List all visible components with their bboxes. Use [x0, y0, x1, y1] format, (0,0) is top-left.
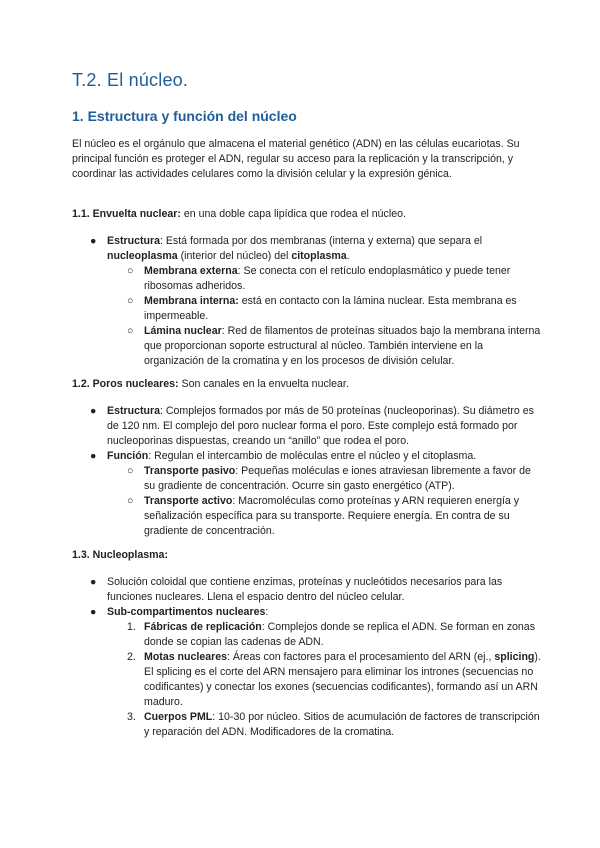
item-label: Membrana externa	[144, 265, 238, 277]
circle-bullet-icon: ○	[127, 495, 134, 507]
bullet-icon: ●	[90, 450, 97, 462]
poros-heading	[72, 377, 542, 392]
envuelta-label: 1.1. Envuelta nuclear:	[72, 208, 181, 220]
item-number: 2.	[127, 651, 136, 663]
item-text: : Se conecta con el retículo endoplasmático y puede tener ribosomas adheridos.	[144, 265, 511, 292]
list-item	[90, 605, 545, 740]
estructura-label: Estructura	[107, 235, 160, 247]
splicing-term: splicing	[494, 651, 535, 663]
item-label: Lámina nuclear	[144, 325, 222, 337]
item-text-2: ). El splicing es el corte del ARN mensajero para eliminar los intrones (secuencias no codificantes) y conectar los exones (secuencias codificantes), formando así un ARN maduro.	[144, 651, 541, 708]
bullet-icon: ●	[90, 405, 97, 417]
list-item	[107, 710, 545, 740]
item-label: Motas nucleares	[144, 651, 228, 663]
circle-bullet-icon: ○	[127, 295, 134, 307]
nucleoplasma-term: nucleoplasma	[107, 250, 178, 262]
item-number: 1.	[127, 621, 136, 633]
subcompartimentos-text: :	[265, 606, 269, 618]
item-label: Membrana interna:	[144, 295, 239, 307]
poros-list	[90, 404, 545, 539]
list-item	[90, 449, 545, 539]
list-item	[90, 404, 545, 449]
list-item	[90, 575, 545, 605]
item-text: : Red de filamentos de proteínas situados bajo la membrana interna que proporcionan soporte estructural al núcleo. También interviene en la organización de la cromatina y en los procesos de división celular.	[144, 325, 541, 367]
nucleoplasma-list	[90, 575, 545, 740]
section-heading: 1. Estructura y función del núcleo	[72, 108, 297, 124]
solucion-text: Solución coloidal que contiene enzimas, proteínas y nucleótidos necesarios para las funciones nucleares. Llena el espacio dentro del núcleo celular.	[107, 576, 503, 603]
poros-text: Son canales en la envuelta nuclear.	[178, 378, 349, 390]
item-text: : 10-30 por núcleo. Sitios de acumulación de factores de transcripción y reparación del ADN. Modificadores de la cromatina.	[144, 711, 540, 738]
transporte-list	[107, 464, 545, 539]
subcompartimentos-label: Sub-compartimentos nucleares	[107, 606, 266, 618]
membranas-list	[107, 264, 545, 369]
list-item	[107, 494, 545, 539]
item-number: 3.	[127, 711, 136, 723]
estructura-label: Estructura	[107, 405, 160, 417]
poros-label: 1.2. Poros nucleares:	[72, 378, 179, 390]
item-text: : Áreas con factores para el procesamiento del ARN (ej.,	[227, 651, 495, 663]
item-label: Transporte activo	[144, 495, 233, 507]
estructura-text: : Complejos formados por más de 50 proteínas (nucleoporinas). Su diámetro es de 120 nm. El complejo del poro nuclear forma el poro. Este complejo está formado por nucleoporinas dispuestas, creando un “anillo” que rodea el poro.	[107, 405, 534, 447]
estructura-text: : Está formada por dos membranas (interna y externa) que separa el	[159, 235, 483, 247]
list-item	[107, 264, 545, 294]
circle-bullet-icon: ○	[127, 265, 134, 277]
funcion-text: : Regulan el intercambio de moléculas entre el núcleo y el citoplasma.	[148, 450, 477, 462]
intro-paragraph: El núcleo es el orgánulo que almacena el material genético (ADN) en las células eucariotas. Su principal función es proteger el ADN, regular su acceso para la replicación y la transcripción, y coordinar las actividades celulares como la división celular y la expresión génica.	[72, 138, 520, 180]
item-label: Cuerpos PML	[144, 711, 213, 723]
item-label: Transporte pasivo	[144, 465, 236, 477]
list-item	[107, 324, 545, 369]
estructura-text-2: (interior del núcleo) del	[177, 250, 292, 262]
citoplasma-term: citoplasma	[291, 250, 347, 262]
item-text: está en contacto con la lámina nuclear. Esta membrana es impermeable.	[144, 295, 517, 322]
page-title: T.2. El núcleo.	[72, 70, 189, 90]
list-item	[107, 620, 545, 650]
list-item	[107, 650, 545, 710]
envuelta-text: en una doble capa lipídica que rodea el núcleo.	[180, 208, 406, 220]
list-item	[90, 234, 545, 369]
circle-bullet-icon: ○	[127, 325, 134, 337]
item-text: : Complejos donde se replica el ADN. Se forman en zonas donde se copian las cadenas de ADN.	[144, 621, 535, 648]
nucleoplasma-heading	[72, 548, 542, 563]
bullet-icon: ●	[90, 576, 97, 588]
circle-bullet-icon: ○	[127, 465, 134, 477]
nucleoplasma-label: 1.3. Nucleoplasma:	[72, 549, 168, 561]
envuelta-heading	[72, 207, 542, 222]
envuelta-list	[90, 234, 545, 369]
estructura-text-3: .	[346, 250, 350, 262]
item-text: : Pequeñas moléculas e iones atraviesan libremente a favor de su gradiente de concentración. Ocurre sin gasto energético (ATP).	[144, 465, 531, 492]
list-item	[107, 294, 545, 324]
item-text: : Macromoléculas como proteínas y ARN requieren energía y señalización específica para su transporte. Requiere energía. En contra de su gradiente de concentración.	[144, 495, 520, 537]
bullet-icon: ●	[90, 606, 97, 618]
list-item	[107, 464, 545, 494]
funcion-label: Función	[107, 450, 149, 462]
bullet-icon: ●	[90, 235, 97, 247]
subcompartimentos-list	[107, 620, 545, 740]
item-label: Fábricas de replicación	[144, 621, 262, 633]
